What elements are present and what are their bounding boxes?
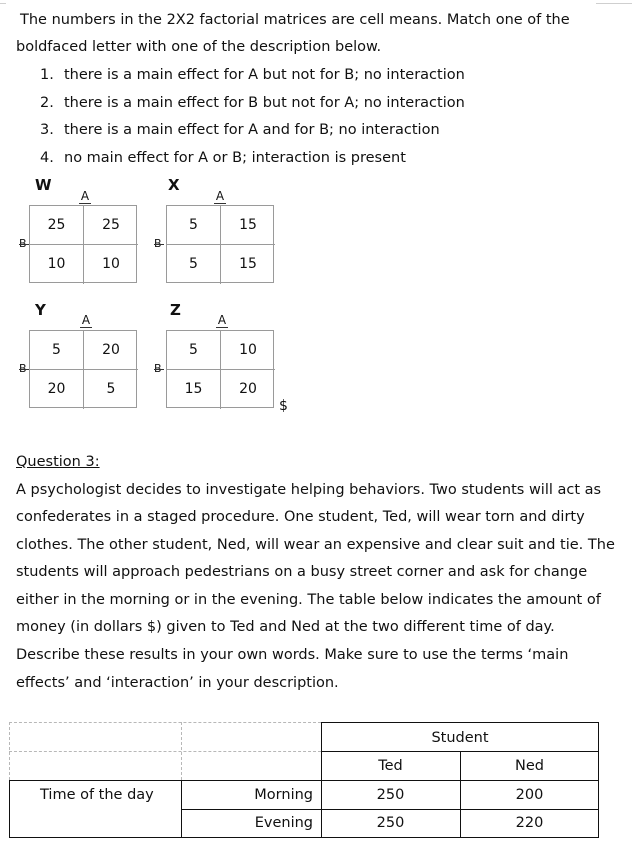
question-line: A psychologist decides to investigate helping behaviors. Two students will act as (16, 482, 602, 498)
factor-a-rule (216, 327, 228, 328)
matrix-cell: 25 (84, 206, 138, 245)
intro-line-1: The numbers in the 2X2 factorial matrices are cell means. Match one of the (20, 12, 570, 28)
matrix-z-label: Z (170, 301, 181, 319)
factor-a-rule (80, 327, 92, 328)
question-line: confederates in a staged procedure. One student, Ted, will wear torn and dirty (16, 509, 585, 525)
matrix-w (29, 205, 137, 283)
question-heading: Question 3: (16, 454, 100, 470)
table-rule (9, 780, 10, 838)
table-guide (9, 722, 10, 780)
cell-evening-ted: 250 (376, 815, 405, 831)
row-morning-label: Morning (254, 787, 313, 803)
table-rule (321, 722, 599, 723)
question-line: Describe these results in your own words. Make sure to use the terms ‘main (16, 647, 569, 663)
factor-b-label: B (19, 237, 27, 250)
factor-a-label: A (81, 313, 91, 327)
factor-b-rule (19, 369, 29, 370)
row-factor-label: Time of the day (40, 787, 154, 803)
question-line: students will approach pedestrians on a busy street corner and ask for change (16, 564, 588, 580)
column-ted: Ted (378, 758, 403, 774)
option-text: there is a main effect for B but not for A; no interaction (64, 95, 465, 111)
dollar-symbol: $ (279, 398, 288, 414)
factor-b-rule (154, 369, 164, 370)
matrix-cell: 5 (30, 331, 84, 370)
factor-b-rule (154, 244, 164, 245)
matrix-cell: 10 (221, 331, 275, 370)
matrix-y-label: Y (35, 301, 46, 319)
matrix-cell: 5 (106, 381, 116, 397)
matrix-y (29, 330, 137, 408)
factor-b-rule (19, 244, 29, 245)
student-header: Student (431, 730, 489, 746)
matrix-z (166, 330, 274, 408)
factor-a-label: A (215, 189, 225, 203)
cell-morning-ned: 200 (515, 787, 544, 803)
cell-evening-ned: 220 (515, 815, 544, 831)
matrix-x-label: X (168, 176, 180, 194)
factor-a-rule (214, 203, 226, 204)
question-line: either in the morning or in the evening. The table below indicates the amount of (16, 592, 601, 608)
row-evening-label: Evening (254, 815, 313, 831)
option-number: 1. (40, 67, 54, 83)
table-guide (181, 722, 182, 780)
matrix-cell: 25 (30, 206, 84, 245)
column-ned: Ned (515, 758, 544, 774)
option-text: there is a main effect for A and for B; no interaction (64, 122, 440, 138)
matrix-w-label: W (35, 176, 52, 194)
matrix-cell: 10 (102, 256, 120, 272)
option-number: 4. (40, 150, 54, 166)
factor-b-label: B (19, 362, 27, 375)
matrix-cell: 20 (84, 331, 138, 370)
table-guide (9, 751, 321, 752)
matrix-cell: 20 (239, 381, 257, 397)
option-text: there is a main effect for A but not for B; no interaction (64, 67, 465, 83)
matrix-cell: 15 (239, 256, 257, 272)
option-number: 3. (40, 122, 54, 138)
matrix-cell: 5 (167, 245, 221, 284)
question-line: effects’ and ‘interaction’ in your description. (16, 675, 339, 691)
page-edge (0, 0, 632, 4)
factor-a-rule (79, 203, 91, 204)
matrix-x (166, 205, 274, 283)
question-line: money (in dollars $) given to Ted and Ned at the two different time of day. (16, 619, 555, 635)
factor-b-label: B (154, 237, 162, 250)
table-guide (9, 722, 321, 723)
matrix-cell: 20 (30, 370, 84, 409)
matrix-cell: 15 (221, 206, 275, 245)
cell-morning-ted: 250 (376, 787, 405, 803)
intro-line-2: boldfaced letter with one of the description below. (16, 39, 382, 55)
option-number: 2. (40, 95, 54, 111)
question-line: clothes. The other student, Ned, will wear an expensive and clear suit and tie. The (16, 537, 615, 553)
option-text: no main effect for A or B; interaction is present (64, 150, 406, 166)
factor-a-label: A (80, 189, 90, 203)
matrix-cell: 5 (167, 206, 221, 245)
matrix-cell: 10 (30, 245, 84, 284)
factor-b-label: B (154, 362, 162, 375)
table-rule (9, 837, 599, 838)
matrix-cell: 15 (167, 370, 221, 409)
factor-a-label: A (217, 313, 227, 327)
matrix-cell: 5 (167, 331, 221, 370)
